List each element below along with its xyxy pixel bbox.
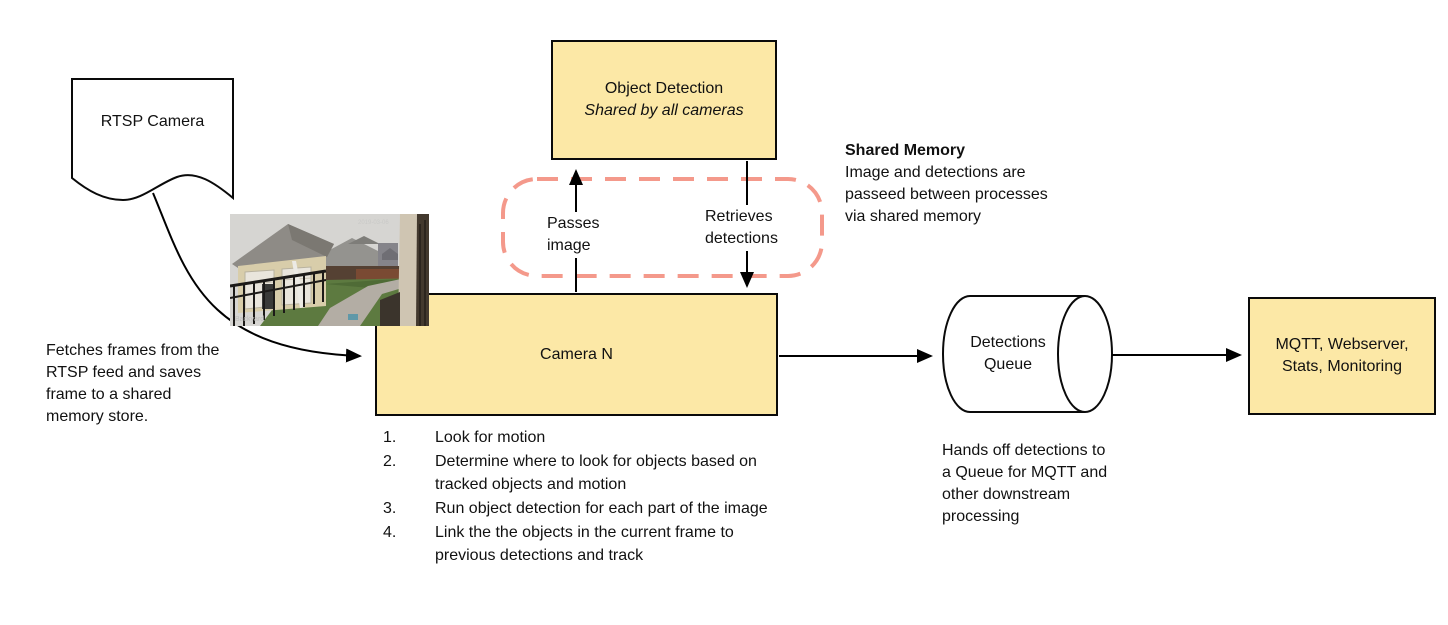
passes-image-label: Passes image: [545, 212, 607, 258]
detections-queue-label: Detections Queue: [970, 334, 1046, 373]
step-text: Link the the objects in the current frame to previous detections and track: [435, 524, 734, 564]
list-item: [383, 450, 771, 496]
step-number: 1.: [383, 429, 397, 446]
step-number: 2.: [383, 453, 397, 470]
outputs-box-label: MQTT, Webserver, Stats, Monitoring: [1275, 336, 1409, 375]
camera-n-box: [375, 293, 778, 416]
step-text: Determine where to look for objects based on tracked objects and motion: [435, 453, 757, 493]
shared-memory-note: [845, 140, 1050, 228]
rtsp-camera-document-shape: [72, 79, 233, 200]
camera-n-label: Camera N: [540, 345, 613, 363]
step-number: 4.: [383, 524, 397, 541]
step-text: Run object detection for each part of the image: [435, 500, 768, 517]
fetches-frames-note: Fetches frames from the RTSP feed and saves frame to a shared memory store.: [46, 342, 220, 425]
retrieves-detections-label: Retrieves detections: [703, 205, 797, 251]
snapshot-timestamp: 2019-03-06: [358, 220, 389, 226]
hands-off-note: Hands off detections to a Queue for MQTT and other downstream processing: [942, 442, 1108, 525]
snapshot-location-label: Backyard: [235, 316, 265, 323]
step-number: 3.: [383, 500, 397, 517]
outputs-box: [1248, 297, 1436, 415]
rtsp-camera-label: RTSP Camera: [100, 113, 205, 130]
object-detection-box: [551, 40, 777, 160]
shared-memory-note-body: Image and detections are passeed between processes via shared memory: [845, 164, 1048, 225]
object-detection-subtitle: Shared by all cameras: [584, 102, 744, 119]
object-detection-title: Object Detection: [604, 80, 724, 97]
list-item: [383, 521, 771, 567]
step-text: Look for motion: [435, 429, 546, 446]
backyard-photo: [230, 214, 429, 326]
list-item: [383, 497, 771, 520]
list-item: [383, 426, 771, 449]
shared-memory-note-title: Shared Memory: [845, 142, 966, 159]
camera-n-steps-list: [383, 426, 771, 568]
camera-snapshot-image: [230, 214, 429, 326]
